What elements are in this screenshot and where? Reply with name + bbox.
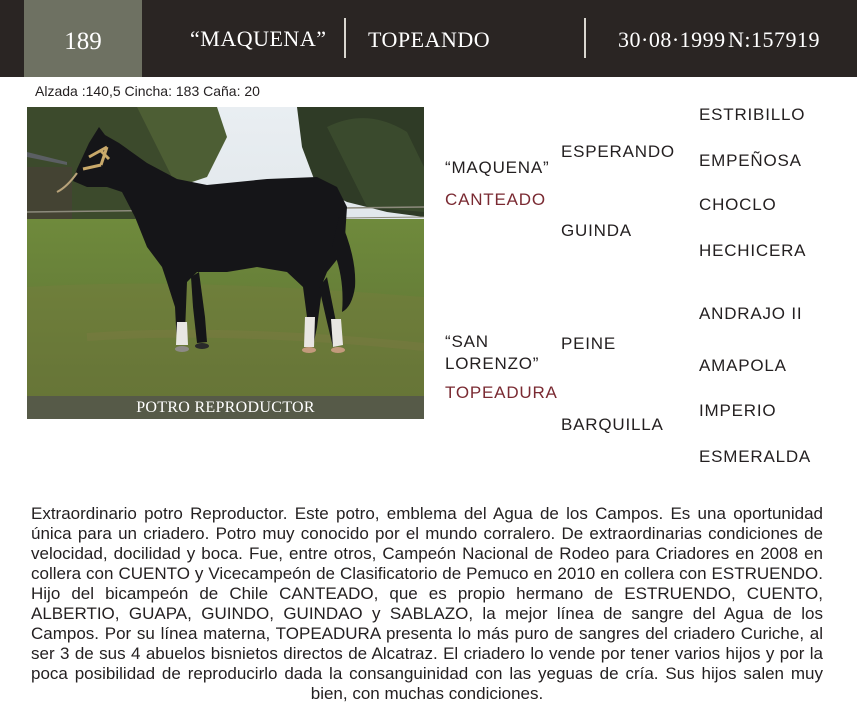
pedigree-dam-color: TOPEADURA <box>445 383 558 402</box>
photo-caption: POTRO REPRODUCTOR <box>27 396 424 419</box>
pedigree-ggsire: CHOCLO <box>699 195 777 214</box>
pedigree-ggdam: EMPEÑOSA <box>699 151 802 170</box>
pedigree-dam-name-line2: LORENZO” <box>445 354 540 373</box>
pedigree-ggdam: HECHICERA <box>699 241 807 260</box>
pedigree-dam-sire: PEINE <box>561 334 617 353</box>
pedigree-sire-dam: GUINDA <box>561 221 632 240</box>
pedigree-ggdam: AMAPOLA <box>699 356 787 375</box>
lot-number: 189 <box>24 0 142 77</box>
horse-name: “MAQUENA” <box>190 26 327 51</box>
measurements: Alzada :140,5 Cincha: 183 Caña: 20 <box>35 83 260 99</box>
sire-name: TOPEANDO <box>368 27 491 52</box>
pedigree-dam-dam: BARQUILLA <box>561 415 664 434</box>
pedigree-ggsire: IMPERIO <box>699 401 777 420</box>
pedigree-dam-name-line1: “SAN <box>445 332 489 351</box>
header-divider <box>344 18 346 58</box>
header-divider <box>584 18 586 58</box>
registration-number: N:157919 <box>728 27 820 52</box>
pedigree-ggsire: ANDRAJO II <box>699 304 803 323</box>
pedigree-sire-sire: ESPERANDO <box>561 142 675 161</box>
pedigree-sire-name: “MAQUENA” <box>445 158 550 177</box>
pedigree-ggsire: ESTRIBILLO <box>699 105 806 124</box>
birth-date: 30·08·1999 <box>618 27 726 52</box>
pedigree-sire-color: CANTEADO <box>445 190 546 209</box>
pedigree-ggdam: ESMERALDA <box>699 447 812 466</box>
horse-photo-image <box>27 107 424 419</box>
description-text: Extraordinario potro Reproductor. Este potro, emblema del Agua de los Campos. Es una oportunidad única para un criadero. Potro muy conocido por el mundo corralero. De extraordinarias condiciones de velocidad, docilidad y boca. Fue, entre otros, Campeón Nacional de Rodeo para Criadores en 2008 en collera con CUENTO y Vicecampeón de Clasificatorio de Pemuco en 2010 en collera con ESTRUENDO. Hijo del bicampeón de Chile CANTEADO, que es propio hermano de ESTRUENDO, CUENTO, ALBERTIO, GUAPA, GUINDO, GUINDAO y SABLAZO, la mejor línea de sangre del Agua de los Campos. Por su línea materna, TOPEADURA presenta lo más puro de sangres del criadero Curiche, al ser 3 de sus 4 abuelos bisnietos directos de Alcatraz. El criadero lo vende por tener varios hijos y por la poca posibilidad de reproducirlo dada la consanguinidad con las yeguas de cría. Sus hijos salen muy bien, con muchas condiciones. <box>31 504 823 703</box>
header-bar <box>0 0 857 77</box>
horse-photo <box>27 107 424 419</box>
